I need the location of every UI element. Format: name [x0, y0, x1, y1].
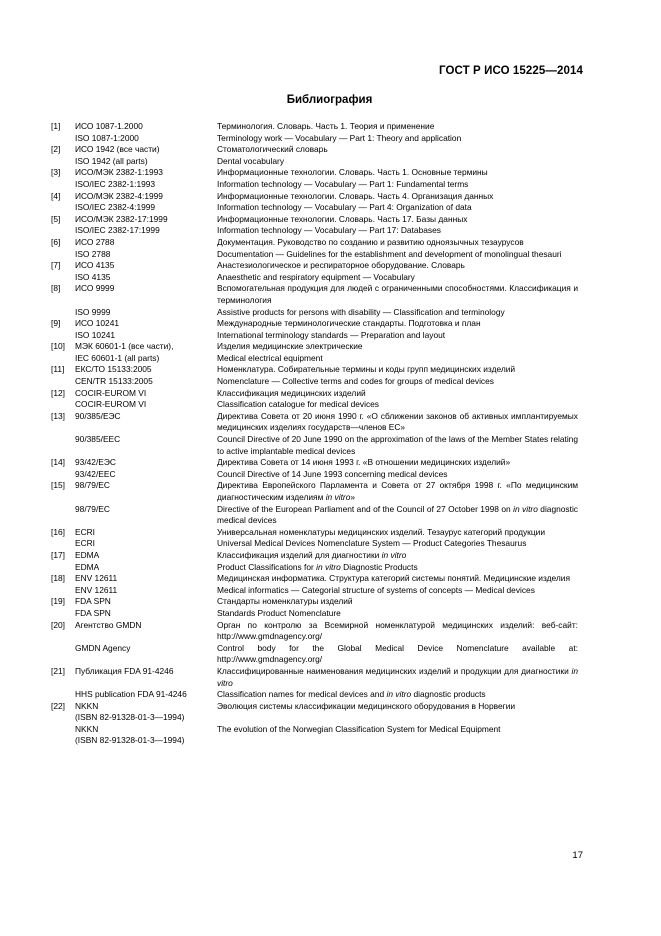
- entry-number: [16]: [51, 526, 65, 537]
- document-title: [217, 480, 578, 503]
- document-designation: [75, 469, 217, 481]
- document-code: 98/79/ЕС: [75, 480, 110, 491]
- entry-number: [51, 307, 75, 319]
- document-code: ECRI: [75, 526, 96, 537]
- document-designation: [75, 318, 217, 330]
- document-designation: [75, 585, 217, 597]
- document-code: 98/79/EC: [75, 503, 110, 514]
- document-designation: [75, 191, 217, 203]
- entry-line: [51, 353, 578, 365]
- entry-number: [51, 689, 75, 701]
- title-italic-term: in vitro: [386, 689, 412, 700]
- entry-line: [51, 225, 578, 237]
- entry-line: [51, 376, 578, 388]
- document-designation: [75, 504, 217, 527]
- document-title: Documentation — Guidelines for the establishment and development of monolingual thesauri: [217, 248, 562, 259]
- entry-line: [51, 666, 578, 689]
- entry-line: [51, 643, 578, 666]
- document-code: Публикация FDA 91-4246: [75, 665, 174, 676]
- document-designation: [75, 643, 217, 666]
- document-title: Information technology — Vocabulary — Part 1: Fundamental terms: [217, 178, 469, 189]
- document-code: EDMA: [75, 561, 100, 572]
- document-title: Анастезиологическое и респираторное оборудование. Словарь: [217, 260, 465, 271]
- document-code: 90/385/ЕЭС: [75, 410, 121, 421]
- title-italic-term: in vitro: [316, 561, 341, 572]
- title-italic-term: in vitro: [325, 492, 351, 502]
- title-italic-term: in vitro: [513, 503, 538, 514]
- bibliography-entry: [51, 388, 578, 411]
- document-designation: [75, 620, 217, 643]
- entry-line: [51, 399, 578, 411]
- document-designation: [75, 237, 217, 249]
- entry-number: [51, 724, 75, 747]
- document-code: ISO 1942 (all parts): [75, 155, 148, 166]
- document-isbn: (ISBN 82-91328-01-3—1994): [75, 712, 185, 723]
- document-title: Международные терминологические стандарты. Подготовка и план: [217, 318, 481, 329]
- entry-line: [51, 214, 578, 226]
- title-text: Directive of the European Parliament and of the Council of 27 October 1998 on: [217, 503, 514, 514]
- document-title: [217, 504, 578, 527]
- document-title: Директива Совета от 20 июня 1990 г. «О сближении законов об активных имплантируемых медицинских изделиях государств—членов ЕС»: [217, 410, 578, 433]
- bibliography-entry: [51, 411, 578, 457]
- entry-line: [51, 202, 578, 214]
- document-code: ИСО 1087-1.2000: [75, 121, 143, 131]
- document-title: [217, 689, 578, 701]
- document-code: ISO 9999: [75, 306, 111, 317]
- entry-line: [51, 480, 578, 503]
- entry-number: [51, 504, 75, 527]
- entry-number: [51, 608, 75, 620]
- standard-code-header: ГОСТ Р ИСО 15225—2014: [438, 65, 583, 77]
- document-code: HHS publication FDA 91-4246: [75, 689, 187, 700]
- bibliography-entry: [51, 167, 578, 190]
- entry-line: [51, 237, 578, 249]
- document-code: COCIR-EUROM VI: [75, 387, 147, 398]
- entry-line: [51, 550, 578, 562]
- entry-number: [51, 562, 75, 574]
- document-title: Council Directive of 20 June 1990 on the approximation of the laws of the Member States relating to active implantable medical devices: [217, 434, 578, 456]
- document-title: Документация. Руководство по созданию и развитию одноязычных тезаурусов: [217, 236, 524, 247]
- entry-number: [51, 538, 75, 550]
- bibliography-entry: [51, 527, 578, 550]
- document-designation: [75, 179, 217, 191]
- document-title: Классификация медицинских изделий: [217, 387, 366, 398]
- document-designation: [75, 411, 217, 434]
- document-title: Номенклатура. Собирательные термины и коды групп медицинских изделий: [217, 364, 516, 375]
- document-designation: [75, 596, 217, 608]
- entry-line: [51, 167, 578, 179]
- entry-line: [51, 596, 578, 608]
- document-designation: [75, 399, 217, 411]
- entry-line: [51, 364, 578, 376]
- document-designation: [75, 353, 217, 365]
- document-title: [217, 550, 578, 562]
- document-title: Стандарты номенклатуры изделий: [217, 596, 353, 607]
- bibliography-entry: [51, 260, 578, 283]
- document-title: Standards Product Nomenclature: [217, 607, 341, 618]
- entry-number: [6]: [51, 236, 61, 247]
- document-code: EDMA: [75, 549, 100, 560]
- document-designation: [75, 214, 217, 226]
- document-code: GMDN Agency: [75, 642, 131, 653]
- document-title: Terminology work — Vocabulary — Part 1: Theory and application: [217, 132, 462, 143]
- document-title: Information technology — Vocabulary — Part 17: Databases: [217, 225, 441, 236]
- document-code: ИСО 2788: [75, 236, 115, 247]
- entry-line: [51, 341, 578, 353]
- title-text: »: [350, 492, 356, 502]
- entry-number: [21]: [51, 665, 65, 676]
- document-code: NKKN: [75, 723, 99, 734]
- entry-number: [5]: [51, 213, 61, 224]
- document-designation: [75, 666, 217, 689]
- entry-line: [51, 701, 578, 724]
- document-code: ИСО 1942 (все части): [75, 144, 160, 155]
- entry-line: [51, 469, 578, 481]
- bibliography-entry: [51, 144, 578, 167]
- document-code: COCIR-EUROM VI: [75, 399, 147, 410]
- document-title: Assistive products for persons with disability — Classification and terminology: [217, 306, 505, 317]
- entry-number: [51, 330, 75, 342]
- title-text: Diagnostic Products: [340, 561, 418, 572]
- document-code: ISO/IEC 2382-1:1993: [75, 178, 156, 189]
- entry-number: [22]: [51, 700, 65, 711]
- document-title: Медицинская информатика. Структура категорий системы понятий. Медицинские изделия: [217, 573, 571, 584]
- document-designation: [75, 249, 217, 261]
- document-code: ИСО/МЭК 2382-4:1999: [75, 190, 163, 201]
- bibliography-list: [51, 121, 578, 747]
- document-designation: [75, 272, 217, 284]
- entry-number: [51, 179, 75, 191]
- entry-line: [51, 620, 578, 643]
- entry-line: [51, 538, 578, 550]
- entry-number: [51, 156, 75, 168]
- document-code: 93/42/ЕЭС: [75, 457, 116, 468]
- document-designation: [75, 608, 217, 620]
- document-designation: [75, 376, 217, 388]
- entry-number: [51, 249, 75, 261]
- document-title: [217, 562, 578, 574]
- entry-number: [8]: [51, 283, 61, 294]
- bibliography-entry: [51, 550, 578, 573]
- entry-number: [51, 469, 75, 481]
- bibliography-entry: [51, 121, 578, 144]
- document-designation: [75, 330, 217, 342]
- document-code: ISO 1087-1:2000: [75, 132, 139, 143]
- entry-number: [51, 585, 75, 597]
- entry-line: [51, 191, 578, 203]
- entry-number: [18]: [51, 573, 65, 584]
- entry-number: [13]: [51, 410, 65, 421]
- entry-number: [17]: [51, 549, 65, 560]
- entry-number: [51, 399, 75, 411]
- document-code: IEC 60601-1 (all parts): [75, 352, 160, 363]
- document-designation: [75, 225, 217, 237]
- entry-line: [51, 504, 578, 527]
- entry-line: [51, 527, 578, 539]
- entry-number: [51, 434, 75, 457]
- document-title: International terminology standards — Preparation and layout: [217, 329, 446, 340]
- bibliography-entry: [51, 237, 578, 260]
- document-code: FDA SPN: [75, 596, 111, 607]
- document-designation: [75, 202, 217, 214]
- entry-line: [51, 318, 578, 330]
- bibliography-entry: [51, 341, 578, 364]
- document-title: Council Directive of 14 June 1993 concerning medical devices: [217, 468, 448, 479]
- bibliography-entry: [51, 214, 578, 237]
- document-code: 90/385/EEC: [75, 434, 121, 445]
- document-code: ECRI: [75, 538, 96, 549]
- document-code: ИСО/МЭК 2382-17:1999: [75, 213, 168, 224]
- title-text: Product Classifications for: [217, 561, 317, 572]
- document-title: The evolution of the Norwegian Classification System for Medical Equipment: [217, 723, 501, 734]
- bibliography-entry: [51, 364, 578, 387]
- entry-line: [51, 562, 578, 574]
- bibliography-entry: [51, 573, 578, 596]
- document-code: ISO/IEC 2382-17:1999: [75, 225, 160, 236]
- document-designation: [75, 156, 217, 168]
- entry-line: [51, 434, 578, 457]
- document-code: ИСО 10241: [75, 318, 120, 329]
- document-designation: [75, 260, 217, 272]
- entry-line: [51, 330, 578, 342]
- document-title: Medical electrical equipment: [217, 352, 323, 363]
- bibliography-entry: [51, 480, 578, 526]
- entry-number: [51, 133, 75, 145]
- entry-line: [51, 457, 578, 469]
- title-text: diagnostic medical devices: [217, 503, 578, 526]
- document-designation: [75, 133, 217, 145]
- document-designation: [75, 480, 217, 503]
- document-code: Агентство GMDN: [75, 619, 142, 630]
- document-code: ENV 12611: [75, 573, 118, 584]
- title-text: Classification names for medical devices and: [217, 689, 387, 700]
- entry-number: [2]: [51, 144, 61, 155]
- document-designation: [75, 689, 217, 701]
- document-title: Директива Совета от 14 июня 1993 г. «В отношении медицинских изделий»: [217, 457, 511, 468]
- document-designation: [75, 388, 217, 400]
- document-code: ISO 4135: [75, 271, 111, 282]
- entry-number: [51, 225, 75, 237]
- document-designation: [75, 562, 217, 574]
- entry-line: [51, 608, 578, 620]
- entry-line: [51, 689, 578, 701]
- document-designation: [75, 283, 217, 306]
- entry-number: [51, 353, 75, 365]
- entry-number: [11]: [51, 364, 65, 375]
- bibliography-entry: [51, 457, 578, 480]
- document-title: Nomenclature — Collective terms and codes for groups of medical devices: [217, 376, 494, 387]
- document-title: Терминология. Словарь. Часть 1. Теория и применение: [217, 121, 435, 131]
- title-italic-term: in vitro: [381, 549, 407, 560]
- document-title: Dental vocabulary: [217, 155, 285, 166]
- entry-line: [51, 249, 578, 261]
- bibliography-entry: [51, 596, 578, 619]
- document-title: Эволюция системы классификации медицинского оборудования в Норвегии: [217, 700, 516, 711]
- entry-line: [51, 724, 578, 747]
- document-code: FDA SPN: [75, 607, 111, 618]
- entry-line: [51, 272, 578, 284]
- document-designation: [75, 341, 217, 353]
- title-italic-term: in vitro: [217, 665, 578, 688]
- document-title: Универсальная номенклатуры медицинских изделий. Тезаурус категорий продукции: [217, 526, 545, 537]
- document-title: Вспомогательная продукция для людей с ограниченными способностями. Классификация и терминология: [217, 283, 578, 305]
- entry-line: [51, 144, 578, 156]
- entry-number: [1]: [51, 121, 61, 131]
- entry-line: [51, 573, 578, 585]
- entry-line: [51, 179, 578, 191]
- entry-number: [3]: [51, 167, 61, 178]
- entry-line: [51, 156, 578, 168]
- page-number: 17: [572, 850, 583, 861]
- title-text: Классификация изделий для диагностики: [217, 549, 382, 560]
- document-designation: [75, 364, 217, 376]
- entry-number: [19]: [51, 596, 65, 607]
- entry-number: [7]: [51, 260, 61, 271]
- document-designation: [75, 538, 217, 550]
- entry-line: [51, 585, 578, 597]
- entry-line: [51, 388, 578, 400]
- document-designation: [75, 307, 217, 319]
- entry-number: [51, 376, 75, 388]
- entry-line: [51, 307, 578, 319]
- title-text: Директива Европейского Парламента и Совета от 27 октября 1998 г. «По медицинским диагностическим изделиям: [217, 480, 578, 502]
- entry-number: [15]: [51, 480, 65, 491]
- document-code: 93/42/EEC: [75, 468, 116, 479]
- entry-line: [51, 411, 578, 434]
- document-designation: [75, 550, 217, 562]
- entry-line: [51, 260, 578, 272]
- bibliography-entry: [51, 318, 578, 341]
- entry-line: [51, 121, 578, 133]
- document-code: ИСО 9999: [75, 283, 115, 294]
- document-designation: [75, 573, 217, 585]
- document-title: Информационные технологии. Словарь. Часть 4. Организация данных: [217, 190, 494, 201]
- document-title: Стоматологический словарь: [217, 144, 328, 155]
- document-title: Universal Medical Devices Nomenclature System — Product Categories Thesaurus: [217, 538, 527, 549]
- document-code: ISO 10241: [75, 329, 116, 340]
- document-code: ИСО/МЭК 2382-1:1993: [75, 167, 163, 178]
- document-designation: [75, 144, 217, 156]
- entry-number: [4]: [51, 190, 61, 201]
- entry-number: [10]: [51, 341, 65, 352]
- document-code: ENV 12611: [75, 584, 118, 595]
- title-text: diagnostic products: [411, 689, 486, 700]
- document-title: Control body for the Global Medical Device Nomenclature available at: http://www.gmdnagency.org/: [217, 642, 578, 665]
- document-code: ISO/IEC 2382-4:1999: [75, 202, 156, 213]
- document-designation: [75, 167, 217, 179]
- bibliography-entry: [51, 283, 578, 318]
- document-title: Изделия медицинские электрические: [217, 341, 363, 352]
- document-title: Information technology — Vocabulary — Part 4: Organization of data: [217, 202, 472, 213]
- bibliography-title: Библиография: [286, 94, 373, 106]
- document-code: МЭК 60601-1 (все части),: [75, 341, 174, 352]
- document-title: [217, 666, 578, 689]
- bibliography-entry: [51, 701, 578, 747]
- entry-number: [12]: [51, 387, 65, 398]
- entry-number: [51, 202, 75, 214]
- document-title: Medical informatics — Categorial structure of systems of concepts — Medical devices: [217, 584, 535, 595]
- document-code: ЕКС/ТО 15133:2005: [75, 364, 152, 375]
- entry-number: [9]: [51, 318, 61, 329]
- document-title: Anaesthetic and respiratory equipment — Vocabulary: [217, 271, 415, 282]
- entry-number: [14]: [51, 457, 65, 468]
- document-designation: [75, 701, 217, 724]
- document-designation: [75, 724, 217, 747]
- document-designation: [75, 527, 217, 539]
- document-isbn: (ISBN 82-91328-01-3—1994): [75, 735, 185, 746]
- document-designation: [75, 121, 217, 133]
- document-title: Орган по контролю за Всемирной номенклатурой медицинских изделий: веб-сайт: http://www.gmdnagency.org/: [217, 619, 578, 642]
- document-title: Информационные технологии. Словарь. Часть 1. Основные термины: [217, 167, 488, 178]
- document-title: Classification catalogue for medical devices: [217, 399, 379, 410]
- document-code: ИСО 4135: [75, 260, 115, 271]
- entry-number: [51, 643, 75, 666]
- entry-line: [51, 283, 578, 306]
- bibliography-entry: [51, 191, 578, 214]
- bibliography-entry: [51, 620, 578, 666]
- entry-number: [20]: [51, 619, 65, 630]
- title-text: Классифицированные наименования медицинских изделий и продукции для диагностики: [217, 665, 572, 676]
- document-designation: [75, 457, 217, 469]
- document-code: ISO 2788: [75, 248, 111, 259]
- bibliography-entry: [51, 666, 578, 701]
- document-code: NKKN: [75, 700, 99, 711]
- entry-line: [51, 133, 578, 145]
- document-title: Информационные технологии. Словарь. Часть 17. Базы данных: [217, 213, 468, 224]
- document-code: CEN/TR 15133:2005: [75, 376, 153, 387]
- entry-number: [51, 272, 75, 284]
- document-designation: [75, 434, 217, 457]
